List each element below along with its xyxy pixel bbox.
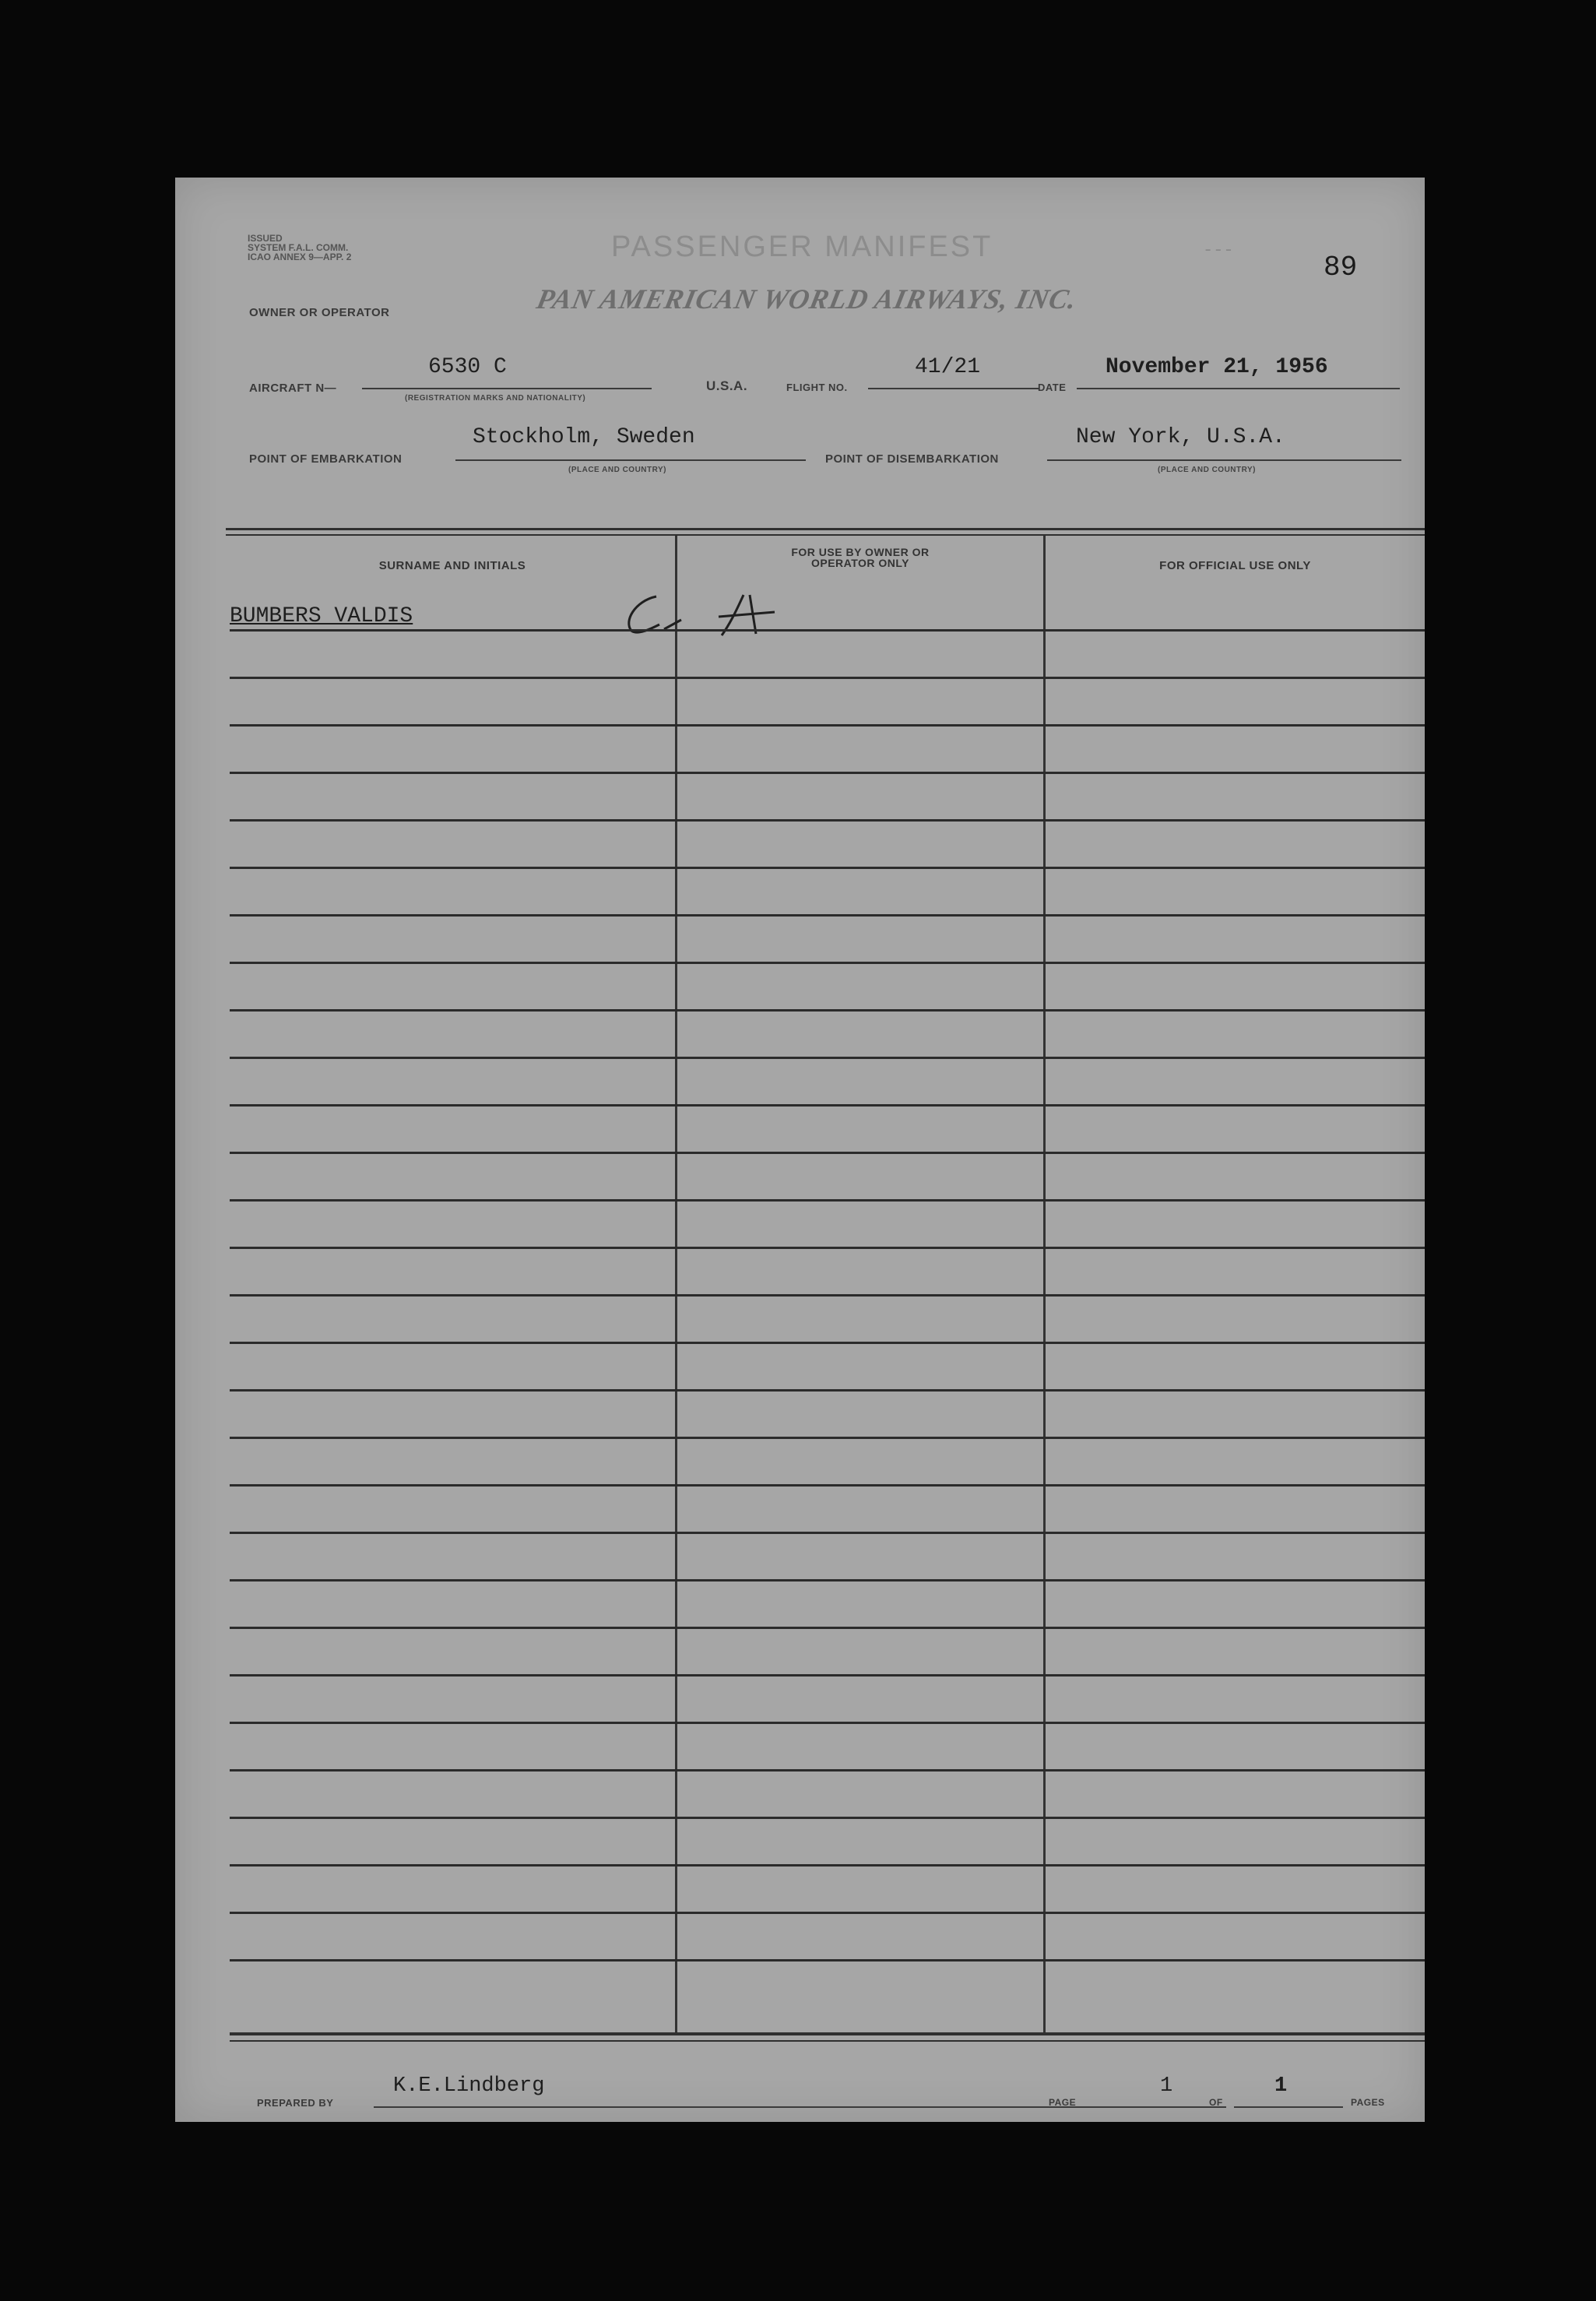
table-row-line bbox=[230, 1579, 1425, 1581]
form-code-line: SYSTEM F.A.L. COMM. bbox=[248, 242, 349, 253]
embarkation-underline bbox=[455, 459, 806, 461]
table-row-surname: BUMBERS VALDIS bbox=[230, 604, 413, 628]
table-row-line bbox=[230, 1152, 1425, 1154]
of-label: OF bbox=[1209, 2097, 1223, 2108]
table-row-line bbox=[230, 1959, 1425, 1961]
column-divider bbox=[675, 536, 677, 2032]
table-row-line bbox=[230, 1864, 1425, 1866]
table-row-line bbox=[230, 629, 1425, 632]
table-row-line bbox=[230, 677, 1425, 679]
pages-value: 1 bbox=[1274, 2074, 1288, 2098]
pages-label: PAGES bbox=[1351, 2097, 1385, 2108]
table-row-line bbox=[230, 1104, 1425, 1107]
table-row-line bbox=[230, 1627, 1425, 1629]
column-header-owner-use: FOR USE BY OWNER OR OPERATOR ONLY bbox=[791, 546, 930, 569]
form-code-line: ISSUED bbox=[248, 233, 283, 244]
column-header-official-use: FOR OFFICIAL USE ONLY bbox=[1159, 559, 1311, 572]
table-row-line bbox=[230, 1532, 1425, 1534]
page-value: 1 bbox=[1160, 2074, 1173, 2098]
form-title: PASSENGER MANIFEST bbox=[611, 230, 993, 263]
date-value: November 21, 1956 bbox=[1106, 355, 1328, 379]
disembarkation-value: New York, U.S.A. bbox=[1076, 425, 1285, 449]
table-row-line bbox=[230, 1912, 1425, 1914]
table-row-line bbox=[230, 962, 1425, 964]
usa-label: U.S.A. bbox=[706, 378, 748, 393]
pages-underline bbox=[1234, 2106, 1343, 2108]
table-row-line bbox=[230, 1674, 1425, 1676]
registration-caption: (REGISTRATION MARKS AND NATIONALITY) bbox=[405, 394, 586, 403]
aircraft-label: AIRCRAFT N— bbox=[249, 382, 337, 395]
embarkation-label: POINT OF EMBARKATION bbox=[249, 452, 403, 466]
table-row-line bbox=[230, 1057, 1425, 1059]
aircraft-value: 6530 C bbox=[428, 355, 507, 379]
table-row-line bbox=[230, 1247, 1425, 1249]
table-row-line bbox=[230, 1769, 1425, 1771]
prepared-value: K.E.Lindberg bbox=[393, 2074, 545, 2098]
flight-label: FLIGHT NO. bbox=[786, 382, 848, 393]
table-row-line bbox=[230, 1817, 1425, 1819]
form-code-line: ICAO ANNEX 9—APP. 2 bbox=[248, 252, 352, 262]
page-label: PAGE bbox=[1049, 2097, 1077, 2108]
table-row-line bbox=[230, 1009, 1425, 1012]
form-code bbox=[248, 234, 351, 262]
table-row-line bbox=[230, 724, 1425, 727]
column-header-surname: SURNAME AND INITIALS bbox=[378, 559, 526, 572]
table-row-line bbox=[230, 1389, 1425, 1392]
document-number: 89 bbox=[1324, 252, 1358, 283]
date-label: DATE bbox=[1038, 382, 1067, 393]
table-row-line bbox=[230, 1484, 1425, 1487]
column-divider bbox=[1043, 536, 1046, 2032]
table-row-line bbox=[230, 867, 1425, 869]
table-bottom-rule bbox=[230, 2032, 1425, 2035]
date-underline bbox=[1077, 388, 1400, 389]
prepared-label: PREPARED BY bbox=[257, 2097, 334, 2109]
aircraft-underline bbox=[362, 388, 652, 389]
table-row-line bbox=[230, 1722, 1425, 1724]
owner-value: PAN AMERICAN WORLD AIRWAYS, INC. bbox=[533, 283, 1081, 315]
flight-value: 41/21 bbox=[915, 355, 981, 379]
table-bottom-rule-thin bbox=[230, 2040, 1425, 2042]
table-row-line bbox=[230, 1342, 1425, 1344]
prepared-underline bbox=[374, 2106, 1226, 2108]
table-row-line bbox=[230, 914, 1425, 917]
table-top-rule-thin bbox=[226, 534, 1425, 536]
table-row-line bbox=[230, 1199, 1425, 1202]
table-row-line bbox=[230, 1294, 1425, 1297]
embarkation-caption: (PLACE AND COUNTRY) bbox=[568, 466, 666, 474]
table-row-line bbox=[230, 772, 1425, 774]
faint-stamp: --- bbox=[1203, 241, 1234, 260]
table-row-line bbox=[230, 819, 1425, 822]
embarkation-value: Stockholm, Sweden bbox=[473, 425, 695, 449]
disembarkation-caption: (PLACE AND COUNTRY) bbox=[1158, 466, 1256, 474]
table-top-rule bbox=[226, 528, 1425, 530]
owner-label: OWNER OR OPERATOR bbox=[249, 306, 390, 319]
flight-underline bbox=[868, 388, 1039, 389]
disembarkation-label: POINT OF DISEMBARKATION bbox=[825, 452, 999, 466]
manifest-sheet bbox=[175, 178, 1425, 2122]
disembarkation-underline bbox=[1047, 459, 1401, 461]
table-row-line bbox=[230, 1437, 1425, 1439]
